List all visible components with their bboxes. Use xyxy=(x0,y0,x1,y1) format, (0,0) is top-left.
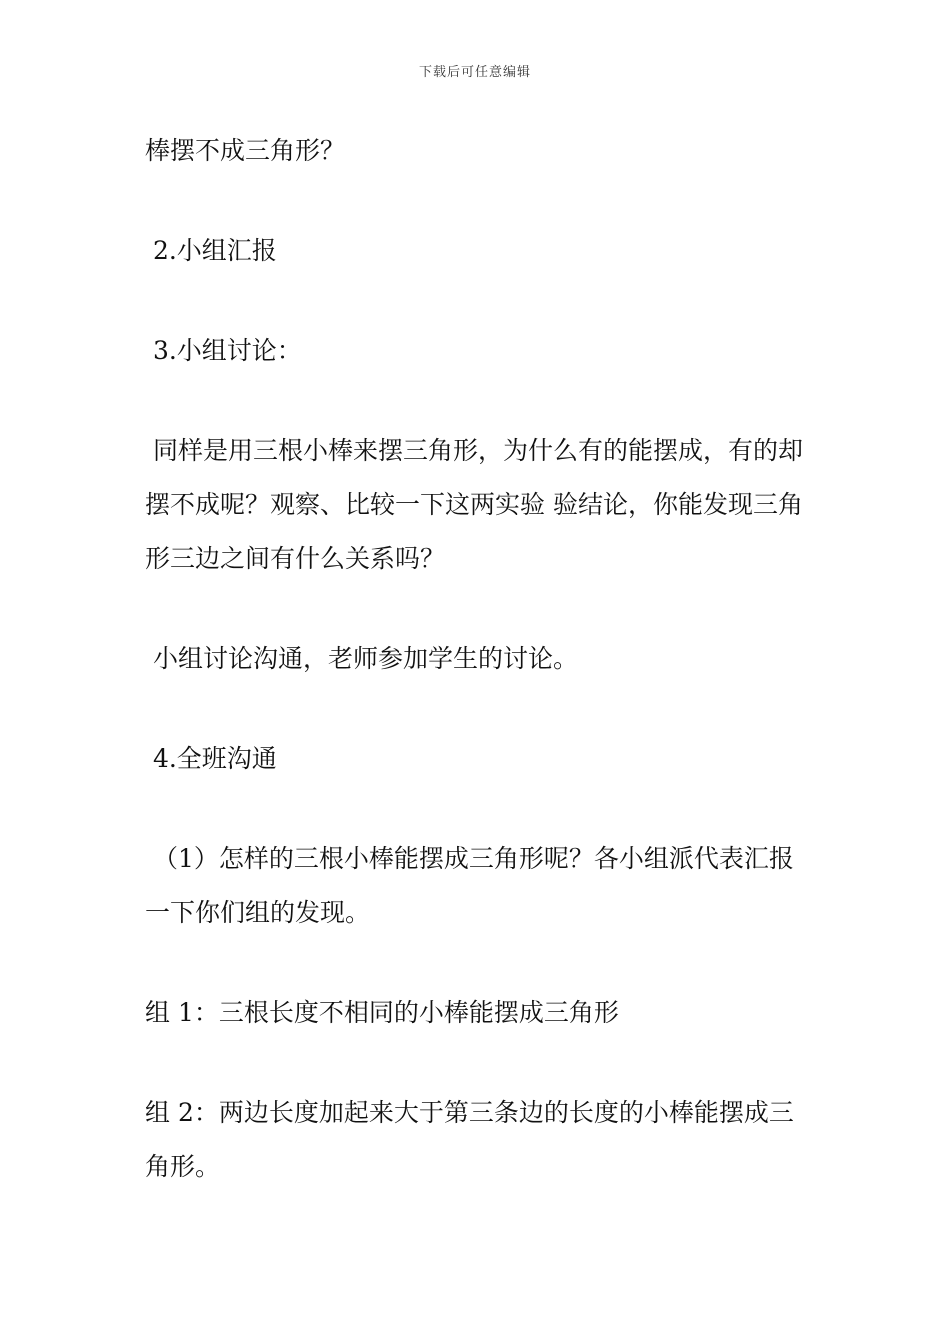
page-header: 下载后可任意编辑 xyxy=(418,65,531,80)
paragraph-group-2-finding: 组 2：两边长度加起来大于第三条边的长度的小棒能摆成三角形。 xyxy=(145,1098,794,1181)
paragraph-continuation: 棒摆不成三角形？ xyxy=(145,136,346,165)
document-body xyxy=(145,124,810,1194)
paragraph-discussion-note: 小组讨论沟通，老师参加学生的讨论。 xyxy=(145,644,578,673)
paragraph-group-1-finding: 组 1：三根长度不相同的小棒能摆成三角形 xyxy=(145,998,619,1027)
paragraph-discussion-question: 同样是用三根小棒来摆三角形，为什么有的能摆成，有的却摆不成呢？观察、比较一下这两实验 验结论，你能发现三角形三边之间有什么关系吗？ xyxy=(145,436,803,573)
paragraph-class-exchange: 4.全班沟通 xyxy=(145,744,277,773)
paragraph-question-1: （1）怎样的三根小棒能摆成三角形呢？各小组派代表汇报一下你们组的发现。 xyxy=(145,844,794,927)
paragraph-group-report: 2.小组汇报 xyxy=(145,236,277,265)
paragraph-group-discussion-heading: 3.小组讨论： xyxy=(145,336,302,365)
